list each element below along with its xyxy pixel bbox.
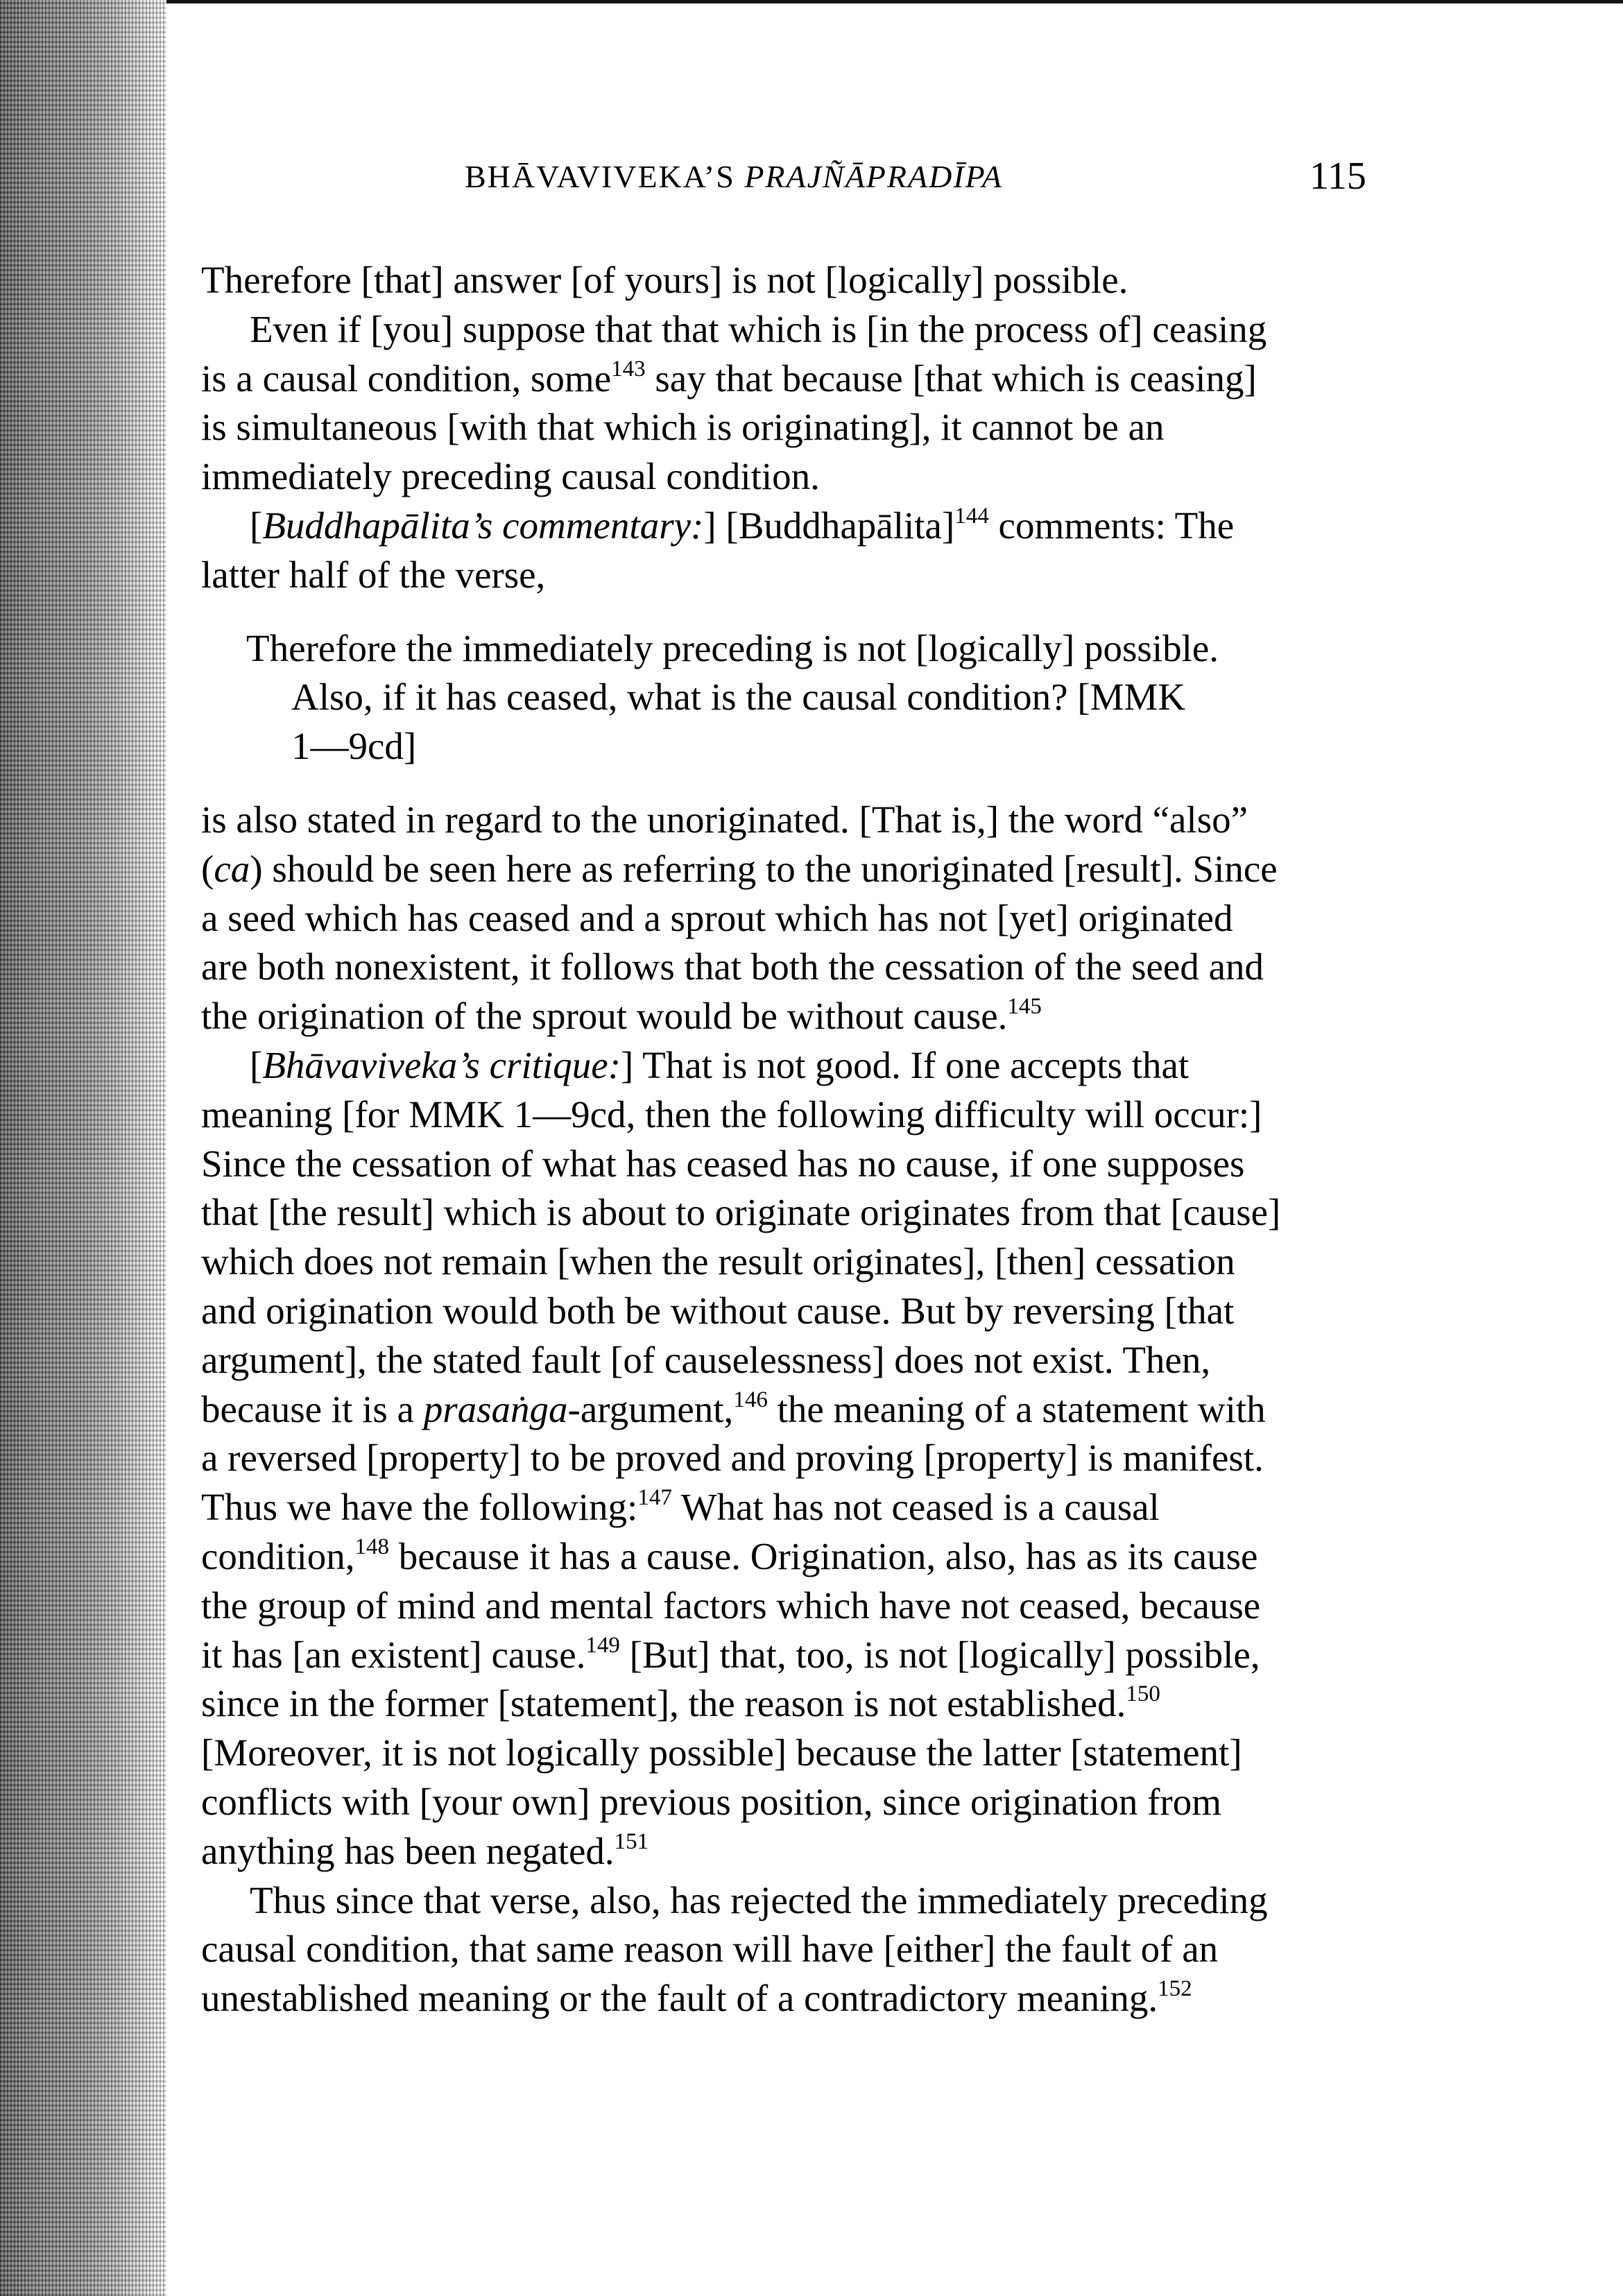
- text-run: is a causal condition, some: [201, 357, 612, 400]
- text-run: Therefore [that] answer [of yours] is not [logically] possible.: [201, 259, 1128, 301]
- binding-shadow: [0, 0, 166, 2296]
- text-run: that [the result] which is about to originate originates from that [cause]: [201, 1191, 1281, 1234]
- text-run: because it has a cause. Origination, also, has as its cause: [389, 1535, 1258, 1577]
- text-line: [201, 1093, 1262, 1136]
- text-line: [201, 1485, 1160, 1529]
- text-line: [201, 261, 1128, 299]
- text-line: [201, 1191, 1281, 1234]
- page-top-edge: [0, 0, 1623, 3]
- text-run: the group of mind and mental factors which have not ceased, because: [201, 1584, 1261, 1627]
- italic-text: Buddhapālita’s commentary:: [262, 504, 704, 547]
- text-line: [201, 1437, 1264, 1480]
- italic-text: Bhāvaviveka’s critique:: [262, 1044, 621, 1086]
- footnote-ref: 147: [637, 1485, 672, 1511]
- text-run: causal condition, that same reason will have [either] the fault of an: [201, 1928, 1219, 1971]
- text-line: [291, 725, 417, 768]
- text-line: [250, 506, 1234, 545]
- page-number: 115: [1309, 155, 1366, 198]
- text-run: Since the cessation of what has ceased has no cause, if one supposes: [201, 1142, 1245, 1185]
- footnote-ref: 145: [1007, 994, 1042, 1020]
- text-run: [: [250, 1044, 263, 1086]
- running-head-italic: PRAJÑĀPRADĪPA: [744, 159, 1003, 194]
- text-line: [201, 553, 546, 596]
- text-run: immediately preceding causal condition.: [201, 455, 820, 498]
- text-line: [201, 800, 1248, 839]
- text-line: [201, 455, 820, 498]
- text-run: is also stated in regard to the unoriginated. [That is,] the word “also”: [201, 798, 1248, 841]
- text-line: [201, 1632, 1260, 1676]
- text-line: [201, 847, 1278, 890]
- text-run: meaning [for MMK 1—9cd, then the following difficulty will occur:]: [201, 1093, 1262, 1136]
- text-run: [But] that, too, is not [logically] possible,: [619, 1633, 1260, 1676]
- text-run: are both nonexistent, it follows that both the cessation of the seed and: [201, 945, 1264, 988]
- text-run: Also, if it has ceased, what is the causal condition? [MMK: [291, 676, 1186, 719]
- text-run: because it is a: [201, 1387, 424, 1430]
- running-head: [465, 158, 1003, 195]
- footnote-ref: 144: [954, 504, 989, 529]
- footnote-ref: 151: [614, 1828, 649, 1854]
- text-line: [201, 1928, 1219, 1971]
- text-run: argument], the stated fault [of causelessness] does not exist. Then,: [201, 1338, 1211, 1381]
- text-run: Therefore the immediately preceding is not [logically] possible.: [246, 626, 1219, 669]
- footnote-ref: 149: [585, 1632, 620, 1658]
- text-line: [201, 406, 1165, 449]
- text-line: [201, 994, 1042, 1038]
- text-run: and origination would both be without cause. But by reversing [that: [201, 1290, 1235, 1332]
- text-line: [201, 1733, 1242, 1772]
- text-run: Thus since that verse, also, has rejected the immediately preceding: [250, 1878, 1268, 1921]
- text-run: the meaning of a statement with: [767, 1387, 1266, 1430]
- text-line: [201, 1681, 1160, 1725]
- text-line: [201, 356, 1257, 400]
- text-run: [: [250, 504, 263, 547]
- text-run: latter half of the verse,: [201, 553, 546, 596]
- running-head-roman: BHĀVAVIVEKA’S: [465, 159, 745, 194]
- text-line: [201, 1783, 1221, 1821]
- text-line: [201, 1240, 1235, 1283]
- text-line: [201, 1828, 649, 1872]
- text-line: [201, 1292, 1234, 1330]
- text-run: the origination of the sprout would be without cause.: [201, 995, 1008, 1038]
- footnote-ref: 150: [1126, 1681, 1160, 1707]
- text-run: it has [an existent] cause.: [201, 1633, 586, 1676]
- italic-text: prasaṅga: [423, 1387, 568, 1430]
- text-run: What has not ceased is a causal: [671, 1486, 1160, 1529]
- text-run: ] That is not good. If one accepts that: [621, 1044, 1190, 1086]
- text-run: -argument,: [567, 1387, 734, 1430]
- text-run: say that because [that which is ceasing]: [645, 357, 1257, 400]
- text-run: Thus we have the following:: [201, 1486, 638, 1529]
- text-run: which does not remain [when the result originates], [then] cessation: [201, 1240, 1235, 1283]
- text-line: [250, 307, 1267, 350]
- text-run: a seed which has ceased and a sprout which has not [yet] originated: [201, 896, 1233, 939]
- footnote-ref: 143: [611, 356, 646, 382]
- footnote-ref: 152: [1158, 1976, 1192, 2002]
- text-line: [291, 676, 1186, 719]
- text-run: [Moreover, it is not logically possible] because the latter [statement]: [201, 1731, 1242, 1774]
- text-run: since in the former [statement], the reason is not established.: [201, 1682, 1126, 1725]
- text-line: [250, 1046, 1189, 1084]
- text-run: unestablished meaning or the fault of a contradictory meaning.: [201, 1977, 1158, 2020]
- text-line: [250, 1878, 1268, 1921]
- text-run: ) should be seen here as referring to the unoriginated [result]. Since: [250, 847, 1278, 890]
- text-run: a reversed [property] to be proved and proving [property] is manifest.: [201, 1437, 1264, 1480]
- text-run: ] [Buddhapālita]: [703, 504, 955, 547]
- text-run: condition,: [201, 1535, 355, 1577]
- text-line: [201, 1534, 1258, 1577]
- text-line: [201, 1142, 1245, 1185]
- text-line: [246, 626, 1219, 669]
- text-run: comments: The: [988, 504, 1235, 547]
- text-line: [201, 1338, 1211, 1381]
- text-run: is simultaneous [with that which is originating], it cannot be an: [201, 406, 1165, 449]
- text-line: [201, 1976, 1192, 2020]
- footnote-ref: 148: [354, 1534, 390, 1559]
- text-run: anything has been negated.: [201, 1829, 615, 1872]
- text-line: [201, 945, 1264, 988]
- text-run: conflicts with [your own] previous position, since origination from: [201, 1781, 1222, 1823]
- italic-text: ca: [214, 847, 250, 890]
- text-run: Even if [you] suppose that that which is [in the process of] ceasing: [250, 307, 1267, 350]
- text-run: 1—9cd]: [291, 725, 417, 768]
- footnote-ref: 146: [733, 1387, 768, 1412]
- text-line: [201, 896, 1233, 939]
- text-run: (: [201, 847, 214, 890]
- text-line: [201, 1387, 1266, 1430]
- text-line: [201, 1586, 1260, 1625]
